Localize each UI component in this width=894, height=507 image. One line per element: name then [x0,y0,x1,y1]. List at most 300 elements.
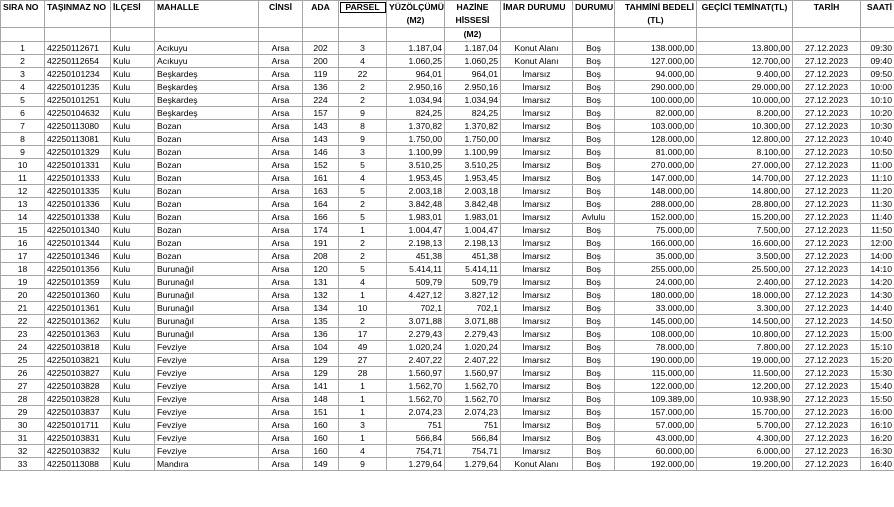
cell-yuzolcumu[interactable]: 2.279,43 [387,328,445,341]
cell-tahmini-bedeli[interactable]: 35.000,00 [615,250,697,263]
sub-cell[interactable] [615,28,697,42]
cell-mahalle[interactable]: Bozan [155,159,259,172]
cell-parsel[interactable]: 4 [339,55,387,68]
cell-hazine-hissesi[interactable]: 702,1 [445,302,501,315]
cell-gecici-teminat[interactable]: 8.100,00 [697,146,793,159]
cell-tarih[interactable]: 27.12.2023 [793,224,861,237]
cell-yuzolcumu[interactable]: 451,38 [387,250,445,263]
cell-ilcesi[interactable]: Kulu [111,198,155,211]
header-cinsi[interactable]: CİNSİ [259,1,303,15]
cell-ilcesi[interactable]: Kulu [111,159,155,172]
cell-mahalle[interactable]: Fevziye [155,393,259,406]
cell-imar-durumu[interactable]: İmarsız [501,419,573,432]
cell-ilcesi[interactable]: Kulu [111,458,155,471]
cell-hazine-hissesi[interactable]: 2.950,16 [445,81,501,94]
cell-hazine-hissesi[interactable]: 1.020,24 [445,341,501,354]
cell-ilcesi[interactable]: Kulu [111,224,155,237]
cell-tahmini-bedeli[interactable]: 109.389,00 [615,393,697,406]
cell-yuzolcumu[interactable]: 2.407,22 [387,354,445,367]
cell-gecici-teminat[interactable]: 10.000,00 [697,94,793,107]
cell-tasinmaz-no[interactable]: 42250113080 [45,120,111,133]
cell-tahmini-bedeli[interactable]: 94.000,00 [615,68,697,81]
cell-mahalle[interactable]: Fevziye [155,419,259,432]
cell-hazine-hissesi[interactable]: 3.842,48 [445,198,501,211]
cell-yuzolcumu[interactable]: 1.562,70 [387,380,445,393]
cell-durumu[interactable]: Boş [573,185,615,198]
sub-cell[interactable] [45,28,111,42]
cell-imar-durumu[interactable]: İmarsız [501,81,573,94]
cell-saati[interactable]: 10:40 [861,133,894,146]
cell-parsel[interactable]: 5 [339,159,387,172]
cell-gecici-teminat[interactable]: 14.700,00 [697,172,793,185]
cell-durumu[interactable]: Boş [573,289,615,302]
cell-tasinmaz-no[interactable]: 42250103831 [45,432,111,445]
cell-hazine-hissesi[interactable]: 1.187,04 [445,42,501,55]
cell-saati[interactable]: 10:10 [861,94,894,107]
cell-saati[interactable]: 10:50 [861,146,894,159]
cell-ilcesi[interactable]: Kulu [111,120,155,133]
sub-cell[interactable] [573,14,615,28]
sub-cell[interactable] [1,28,45,42]
cell-parsel[interactable]: 3 [339,146,387,159]
cell-tarih[interactable]: 27.12.2023 [793,211,861,224]
cell-tasinmaz-no[interactable]: 42250104632 [45,107,111,120]
cell-imar-durumu[interactable]: İmarsız [501,432,573,445]
cell-gecici-teminat[interactable]: 14.500,00 [697,315,793,328]
cell-ada[interactable]: 157 [303,107,339,120]
cell-tasinmaz-no[interactable]: 42250101344 [45,237,111,250]
cell-yuzolcumu[interactable]: 1.004,47 [387,224,445,237]
cell-ilcesi[interactable]: Kulu [111,367,155,380]
cell-hazine-hissesi[interactable]: 3.071,88 [445,315,501,328]
cell-mahalle[interactable]: Fevziye [155,367,259,380]
cell-tasinmaz-no[interactable]: 42250101362 [45,315,111,328]
cell-durumu[interactable]: Boş [573,250,615,263]
cell-tahmini-bedeli[interactable]: 166.000,00 [615,237,697,250]
cell-ilcesi[interactable]: Kulu [111,263,155,276]
cell-ada[interactable]: 149 [303,458,339,471]
cell-imar-durumu[interactable]: İmarsız [501,445,573,458]
cell-durumu[interactable]: Boş [573,354,615,367]
cell-tahmini-bedeli[interactable]: 115.000,00 [615,367,697,380]
cell-yuzolcumu[interactable]: 1.983,01 [387,211,445,224]
cell-parsel[interactable]: 2 [339,198,387,211]
cell-ilcesi[interactable]: Kulu [111,55,155,68]
cell-saati[interactable]: 11:10 [861,172,894,185]
cell-hazine-hissesi[interactable]: 1.750,00 [445,133,501,146]
cell-durumu[interactable]: Boş [573,120,615,133]
header-saati[interactable]: SAATİ [861,1,894,15]
cell-gecici-teminat[interactable]: 4.300,00 [697,432,793,445]
cell-hazine-hissesi[interactable]: 5.414,11 [445,263,501,276]
sub-cell[interactable] [339,28,387,42]
cell-hazine-hissesi[interactable]: 1.279,64 [445,458,501,471]
cell-ilcesi[interactable]: Kulu [111,406,155,419]
cell-cinsi[interactable]: Arsa [259,146,303,159]
cell-hazine-hissesi[interactable]: 3.510,25 [445,159,501,172]
cell-yuzolcumu[interactable]: 3.842,48 [387,198,445,211]
sub-cell[interactable] [697,14,793,28]
cell-gecici-teminat[interactable]: 19.200,00 [697,458,793,471]
cell-sira-no[interactable]: 2 [1,55,45,68]
cell-saati[interactable]: 12:00 [861,237,894,250]
cell-sira-no[interactable]: 14 [1,211,45,224]
cell-sira-no[interactable]: 3 [1,68,45,81]
cell-ilcesi[interactable]: Kulu [111,432,155,445]
cell-tarih[interactable]: 27.12.2023 [793,120,861,133]
cell-hazine-hissesi[interactable]: 2.003,18 [445,185,501,198]
header-mahalle[interactable]: MAHALLE [155,1,259,15]
cell-tahmini-bedeli[interactable]: 148.000,00 [615,185,697,198]
cell-tasinmaz-no[interactable]: 42250101359 [45,276,111,289]
cell-mahalle[interactable]: Fevziye [155,380,259,393]
cell-saati[interactable]: 14:30 [861,289,894,302]
cell-saati[interactable]: 16:00 [861,406,894,419]
cell-durumu[interactable]: Boş [573,68,615,81]
cell-tasinmaz-no[interactable]: 42250101340 [45,224,111,237]
cell-tahmini-bedeli[interactable]: 24.000,00 [615,276,697,289]
cell-parsel[interactable]: 2 [339,250,387,263]
cell-tarih[interactable]: 27.12.2023 [793,393,861,406]
sub-cell[interactable] [303,14,339,28]
cell-hazine-hissesi[interactable]: 1.953,45 [445,172,501,185]
cell-gecici-teminat[interactable]: 7.500,00 [697,224,793,237]
cell-imar-durumu[interactable]: İmarsız [501,367,573,380]
cell-tasinmaz-no[interactable]: 42250101363 [45,328,111,341]
cell-ada[interactable]: 136 [303,328,339,341]
cell-tarih[interactable]: 27.12.2023 [793,419,861,432]
cell-tahmini-bedeli[interactable]: 60.000,00 [615,445,697,458]
cell-tasinmaz-no[interactable]: 42250101338 [45,211,111,224]
sub-cell[interactable] [259,14,303,28]
cell-tasinmaz-no[interactable]: 42250101329 [45,146,111,159]
cell-mahalle[interactable]: Beşkardeş [155,107,259,120]
cell-hazine-hissesi[interactable]: 754,71 [445,445,501,458]
cell-ilcesi[interactable]: Kulu [111,68,155,81]
cell-cinsi[interactable]: Arsa [259,198,303,211]
cell-gecici-teminat[interactable]: 3.300,00 [697,302,793,315]
cell-hazine-hissesi[interactable]: 824,25 [445,107,501,120]
cell-tarih[interactable]: 27.12.2023 [793,42,861,55]
cell-ada[interactable]: 132 [303,289,339,302]
cell-cinsi[interactable]: Arsa [259,276,303,289]
cell-mahalle[interactable]: Bozan [155,120,259,133]
cell-saati[interactable]: 15:40 [861,380,894,393]
cell-saati[interactable]: 16:40 [861,458,894,471]
header-yuzolcumu[interactable]: YÜZÖLÇÜMÜ [387,1,445,15]
cell-tasinmaz-no[interactable]: 42250101356 [45,263,111,276]
cell-yuzolcumu[interactable]: 2.074,23 [387,406,445,419]
cell-imar-durumu[interactable]: İmarsız [501,224,573,237]
header-durumu[interactable]: DURUMU [573,1,615,15]
cell-sira-no[interactable]: 21 [1,302,45,315]
cell-ada[interactable]: 120 [303,263,339,276]
cell-tarih[interactable]: 27.12.2023 [793,68,861,81]
cell-durumu[interactable]: Boş [573,367,615,380]
cell-parsel[interactable]: 5 [339,185,387,198]
cell-cinsi[interactable]: Arsa [259,380,303,393]
cell-tasinmaz-no[interactable]: 42250103818 [45,341,111,354]
cell-imar-durumu[interactable]: İmarsız [501,146,573,159]
cell-durumu[interactable]: Boş [573,237,615,250]
sub-cell[interactable] [501,14,573,28]
cell-tasinmaz-no[interactable]: 42250101346 [45,250,111,263]
cell-cinsi[interactable]: Arsa [259,367,303,380]
cell-ilcesi[interactable]: Kulu [111,328,155,341]
cell-mahalle[interactable]: Beşkardeş [155,81,259,94]
cell-tarih[interactable]: 27.12.2023 [793,172,861,185]
cell-sira-no[interactable]: 9 [1,146,45,159]
cell-ada[interactable]: 202 [303,42,339,55]
cell-mahalle[interactable]: Acıkuyu [155,42,259,55]
cell-gecici-teminat[interactable]: 13.800,00 [697,42,793,55]
cell-ilcesi[interactable]: Kulu [111,419,155,432]
cell-parsel[interactable]: 10 [339,302,387,315]
cell-yuzolcumu[interactable]: 702,1 [387,302,445,315]
cell-imar-durumu[interactable]: Konut Alanı [501,42,573,55]
cell-tahmini-bedeli[interactable]: 103.000,00 [615,120,697,133]
cell-yuzolcumu[interactable]: 1.020,24 [387,341,445,354]
cell-cinsi[interactable]: Arsa [259,185,303,198]
cell-imar-durumu[interactable]: İmarsız [501,211,573,224]
cell-mahalle[interactable]: Bozan [155,211,259,224]
cell-mahalle[interactable]: Mandıra [155,458,259,471]
sub-cell[interactable] [387,28,445,42]
cell-imar-durumu[interactable]: İmarsız [501,393,573,406]
cell-mahalle[interactable]: Fevziye [155,341,259,354]
cell-tarih[interactable]: 27.12.2023 [793,432,861,445]
cell-ilcesi[interactable]: Kulu [111,211,155,224]
cell-cinsi[interactable]: Arsa [259,107,303,120]
cell-parsel[interactable]: 2 [339,315,387,328]
cell-saati[interactable]: 10:00 [861,81,894,94]
cell-hazine-hissesi[interactable]: 3.827,12 [445,289,501,302]
cell-gecici-teminat[interactable]: 29.000,00 [697,81,793,94]
sub-cell[interactable] [861,28,894,42]
cell-ada[interactable]: 104 [303,341,339,354]
cell-ilcesi[interactable]: Kulu [111,146,155,159]
cell-mahalle[interactable]: Bozan [155,133,259,146]
cell-ilcesi[interactable]: Kulu [111,276,155,289]
cell-durumu[interactable]: Boş [573,432,615,445]
cell-durumu[interactable]: Boş [573,94,615,107]
cell-tarih[interactable]: 27.12.2023 [793,55,861,68]
cell-mahalle[interactable]: Burunağıl [155,263,259,276]
cell-tahmini-bedeli[interactable]: 33.000,00 [615,302,697,315]
cell-tahmini-bedeli[interactable]: 255.000,00 [615,263,697,276]
cell-hazine-hissesi[interactable]: 1.562,70 [445,380,501,393]
cell-ilcesi[interactable]: Kulu [111,315,155,328]
cell-tarih[interactable]: 27.12.2023 [793,458,861,471]
cell-tasinmaz-no[interactable]: 42250103827 [45,367,111,380]
cell-saati[interactable]: 09:40 [861,55,894,68]
cell-tahmini-bedeli[interactable]: 75.000,00 [615,224,697,237]
cell-tarih[interactable]: 27.12.2023 [793,328,861,341]
cell-tasinmaz-no[interactable]: 42250101251 [45,94,111,107]
cell-tasinmaz-no[interactable]: 42250101711 [45,419,111,432]
header-yuzolcumu-unit[interactable]: (M2) [387,14,445,28]
cell-imar-durumu[interactable]: İmarsız [501,328,573,341]
cell-hazine-hissesi[interactable]: 1.983,01 [445,211,501,224]
cell-cinsi[interactable]: Arsa [259,68,303,81]
cell-sira-no[interactable]: 24 [1,341,45,354]
cell-imar-durumu[interactable]: İmarsız [501,237,573,250]
cell-imar-durumu[interactable]: İmarsız [501,289,573,302]
cell-cinsi[interactable]: Arsa [259,42,303,55]
cell-saati[interactable]: 09:50 [861,68,894,81]
cell-yuzolcumu[interactable]: 1.187,04 [387,42,445,55]
cell-sira-no[interactable]: 11 [1,172,45,185]
cell-sira-no[interactable]: 32 [1,445,45,458]
cell-ilcesi[interactable]: Kulu [111,94,155,107]
cell-cinsi[interactable]: Arsa [259,55,303,68]
cell-parsel[interactable]: 1 [339,380,387,393]
cell-gecici-teminat[interactable]: 5.700,00 [697,419,793,432]
cell-sira-no[interactable]: 29 [1,406,45,419]
cell-tasinmaz-no[interactable]: 42250112654 [45,55,111,68]
cell-sira-no[interactable]: 17 [1,250,45,263]
cell-sira-no[interactable]: 5 [1,94,45,107]
cell-imar-durumu[interactable]: İmarsız [501,406,573,419]
cell-cinsi[interactable]: Arsa [259,302,303,315]
cell-hazine-hissesi[interactable]: 1.060,25 [445,55,501,68]
cell-hazine-hissesi[interactable]: 1.562,70 [445,393,501,406]
cell-gecici-teminat[interactable]: 3.500,00 [697,250,793,263]
cell-yuzolcumu[interactable]: 824,25 [387,107,445,120]
cell-tasinmaz-no[interactable]: 42250112671 [45,42,111,55]
sub-cell[interactable] [1,14,45,28]
header-tasinmaz-no[interactable]: TAŞINMAZ NO [45,1,111,15]
cell-ilcesi[interactable]: Kulu [111,42,155,55]
cell-gecici-teminat[interactable]: 28.800,00 [697,198,793,211]
cell-yuzolcumu[interactable]: 1.750,00 [387,133,445,146]
cell-parsel[interactable]: 4 [339,276,387,289]
cell-yuzolcumu[interactable]: 5.414,11 [387,263,445,276]
cell-cinsi[interactable]: Arsa [259,81,303,94]
cell-tarih[interactable]: 27.12.2023 [793,159,861,172]
cell-mahalle[interactable]: Beşkardeş [155,68,259,81]
cell-tahmini-bedeli[interactable]: 78.000,00 [615,341,697,354]
cell-sira-no[interactable]: 33 [1,458,45,471]
cell-tahmini-bedeli[interactable]: 288.000,00 [615,198,697,211]
cell-yuzolcumu[interactable]: 2.950,16 [387,81,445,94]
cell-durumu[interactable]: Boş [573,263,615,276]
cell-tasinmaz-no[interactable]: 42250101361 [45,302,111,315]
cell-mahalle[interactable]: Burunağıl [155,315,259,328]
cell-parsel[interactable]: 1 [339,393,387,406]
cell-durumu[interactable]: Boş [573,406,615,419]
cell-sira-no[interactable]: 15 [1,224,45,237]
cell-ada[interactable]: 143 [303,120,339,133]
cell-tahmini-bedeli[interactable]: 128.000,00 [615,133,697,146]
header-ilcesi[interactable]: İLÇESİ [111,1,155,15]
cell-durumu[interactable]: Boş [573,224,615,237]
cell-mahalle[interactable]: Fevziye [155,354,259,367]
cell-yuzolcumu[interactable]: 1.034,94 [387,94,445,107]
cell-tasinmaz-no[interactable]: 42250103821 [45,354,111,367]
cell-cinsi[interactable]: Arsa [259,315,303,328]
cell-imar-durumu[interactable]: İmarsız [501,276,573,289]
cell-durumu[interactable]: Boş [573,42,615,55]
cell-imar-durumu[interactable]: İmarsız [501,315,573,328]
cell-tarih[interactable]: 27.12.2023 [793,354,861,367]
cell-hazine-hissesi[interactable]: 2.198,13 [445,237,501,250]
cell-tahmini-bedeli[interactable]: 127.000,00 [615,55,697,68]
cell-mahalle[interactable]: Burunağıl [155,289,259,302]
cell-ilcesi[interactable]: Kulu [111,380,155,393]
cell-yuzolcumu[interactable]: 1.562,70 [387,393,445,406]
cell-yuzolcumu[interactable]: 3.071,88 [387,315,445,328]
cell-tasinmaz-no[interactable]: 42250101336 [45,198,111,211]
cell-yuzolcumu[interactable]: 3.510,25 [387,159,445,172]
cell-sira-no[interactable]: 16 [1,237,45,250]
cell-ilcesi[interactable]: Kulu [111,445,155,458]
cell-yuzolcumu[interactable]: 1.279,64 [387,458,445,471]
cell-imar-durumu[interactable]: İmarsız [501,68,573,81]
cell-ada[interactable]: 129 [303,367,339,380]
cell-saati[interactable]: 11:30 [861,198,894,211]
cell-gecici-teminat[interactable]: 16.600,00 [697,237,793,250]
cell-ilcesi[interactable]: Kulu [111,81,155,94]
header-tahmini-unit[interactable]: (TL) [615,14,697,28]
cell-tahmini-bedeli[interactable]: 147.000,00 [615,172,697,185]
cell-saati[interactable]: 16:30 [861,445,894,458]
cell-mahalle[interactable]: Burunağıl [155,302,259,315]
cell-gecici-teminat[interactable]: 15.700,00 [697,406,793,419]
cell-imar-durumu[interactable]: İmarsız [501,380,573,393]
cell-parsel[interactable]: 22 [339,68,387,81]
cell-yuzolcumu[interactable]: 1.060,25 [387,55,445,68]
sub-cell[interactable] [793,28,861,42]
cell-saati[interactable]: 10:20 [861,107,894,120]
cell-gecici-teminat[interactable]: 15.200,00 [697,211,793,224]
cell-yuzolcumu[interactable]: 566,84 [387,432,445,445]
cell-durumu[interactable]: Boş [573,328,615,341]
cell-parsel[interactable]: 1 [339,432,387,445]
cell-tasinmaz-no[interactable]: 42250113088 [45,458,111,471]
cell-ada[interactable]: 164 [303,198,339,211]
cell-mahalle[interactable]: Burunağıl [155,276,259,289]
cell-saati[interactable]: 11:50 [861,224,894,237]
cell-ilcesi[interactable]: Kulu [111,250,155,263]
cell-gecici-teminat[interactable]: 10.800,00 [697,328,793,341]
cell-tasinmaz-no[interactable]: 42250101333 [45,172,111,185]
cell-sira-no[interactable]: 23 [1,328,45,341]
cell-yuzolcumu[interactable]: 1.100,99 [387,146,445,159]
cell-saati[interactable]: 15:10 [861,341,894,354]
cell-hazine-hissesi[interactable]: 1.370,82 [445,120,501,133]
cell-sira-no[interactable]: 10 [1,159,45,172]
cell-parsel[interactable]: 2 [339,237,387,250]
cell-imar-durumu[interactable]: İmarsız [501,250,573,263]
cell-ada[interactable]: 143 [303,133,339,146]
cell-tarih[interactable]: 27.12.2023 [793,94,861,107]
header-sira-no[interactable]: SIRA NO [1,1,45,15]
cell-tasinmaz-no[interactable]: 42250101331 [45,159,111,172]
cell-cinsi[interactable]: Arsa [259,263,303,276]
cell-sira-no[interactable]: 7 [1,120,45,133]
cell-hazine-hissesi[interactable]: 566,84 [445,432,501,445]
sub-cell[interactable] [501,28,573,42]
cell-ilcesi[interactable]: Kulu [111,237,155,250]
cell-durumu[interactable]: Boş [573,55,615,68]
sub-cell[interactable] [45,14,111,28]
cell-cinsi[interactable]: Arsa [259,224,303,237]
cell-parsel[interactable]: 5 [339,211,387,224]
cell-tahmini-bedeli[interactable]: 57.000,00 [615,419,697,432]
cell-tarih[interactable]: 27.12.2023 [793,250,861,263]
header-gecici-teminat[interactable]: GEÇİCİ TEMİNAT(TL) [697,1,793,15]
